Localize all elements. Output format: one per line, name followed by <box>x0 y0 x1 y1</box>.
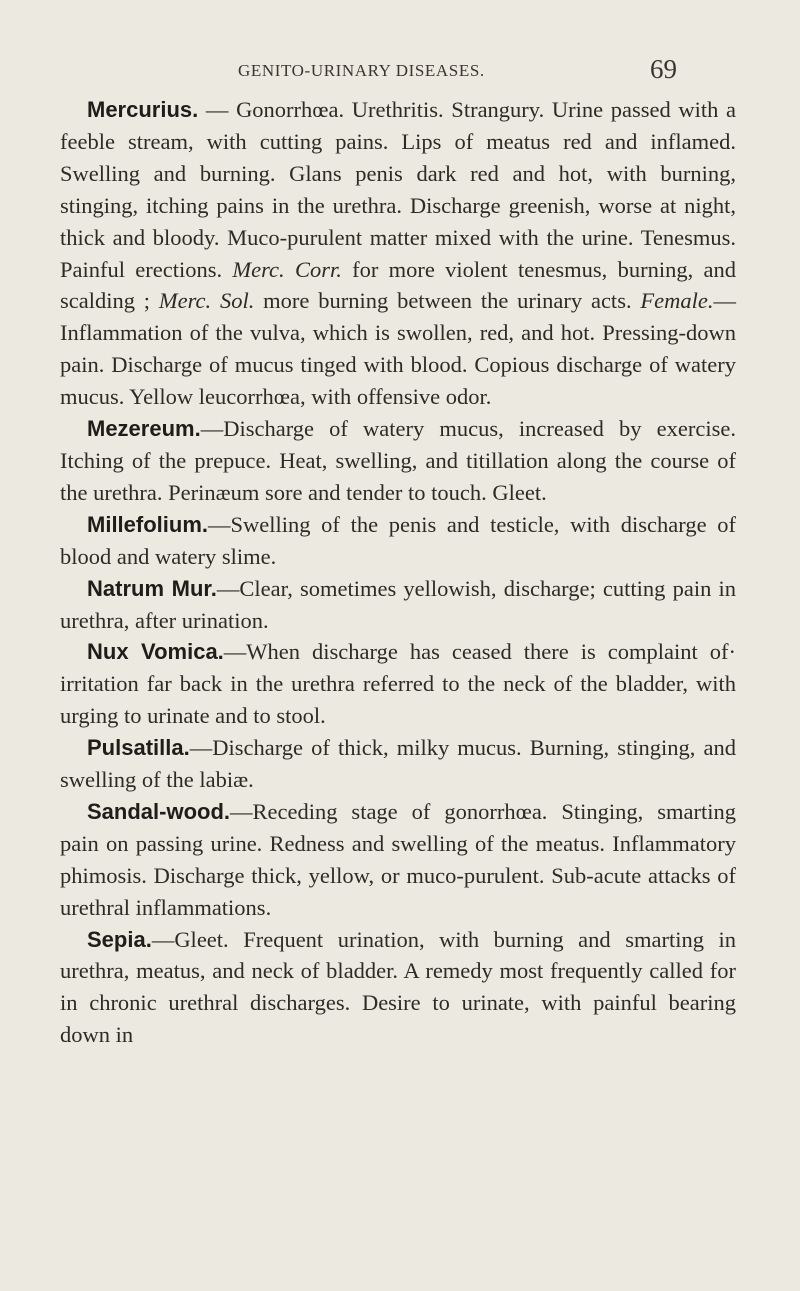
entry-text: more burning between the urinary acts. <box>254 288 641 314</box>
remedy-name: Mercurius. <box>87 97 199 122</box>
entry-text: for more violent tenesmus, burning, and scalding ; <box>60 256 736 314</box>
entry-mezereum <box>60 413 736 509</box>
entry-separator: — <box>198 97 237 122</box>
entry-millefolium <box>60 509 736 573</box>
entry-text: —Discharge of watery mucus, increased by exercise. Itching of the prepuce. Heat, swelling, and titillation along the course of the urethra. Perinæum sore and tender to touch. Gleet. <box>60 416 736 505</box>
page-body <box>60 94 736 1051</box>
remedy-name: Pulsatilla. <box>87 735 190 761</box>
entry-text: —Discharge of thick, milky mucus. Burning, stinging, and swelling of the labiæ. <box>60 735 736 793</box>
italic-term: Female. <box>640 288 714 314</box>
entry-text: —Receding stage of gonorrhœa. Stinging, smarting pain on passing urine. Redness and swelling of the meatus. Inflammatory phimosis. Discharge thick, yellow, or muco-purulent. Sub-acute attacks of urethral inflammations. <box>60 798 736 920</box>
entry-text: —Inflammation of the vulva, which is swollen, red, and hot. Pressing-down pain. Discharge of mucus tinged with blood. Copious discharge of watery mucus. Yellow leucorrhœa, with offensive odor. <box>60 288 736 410</box>
entry-text: —Clear, sometimes yellowish, discharge; cutting pain in urethra, after urination. <box>60 575 736 633</box>
remedy-name: Sandal-wood. <box>87 798 230 824</box>
remedy-name: Millefolium. <box>87 511 208 537</box>
entry-sandal-wood <box>60 796 736 924</box>
entry-sepia <box>60 924 736 1052</box>
remedy-name: Sepia. <box>87 926 152 952</box>
running-head: GENITO-URINARY DISEASES. <box>238 61 485 80</box>
remedy-name: Mezereum. <box>87 416 201 442</box>
page-header <box>0 54 800 94</box>
entry-text: Gonorrhœa. Urethritis. Strangury. Urine passed with a feeble stream, with cutting pains. Lips of meatus red and inflamed. Swelling and burning. Glans penis dark red and hot, with burning, stinging, itching pains in the urethra. Discharge greenish, worse at night, thick and bloody. Muco-purulent matter mixed with the urine. Tenesmus. Painful erections. <box>60 97 736 282</box>
entry-text: —When discharge has ceased there is complaint of· irritation far back in the urethra referred to the neck of the bladder, with urging to urinate and to stool. <box>60 639 736 729</box>
entry-mercurius <box>60 94 736 413</box>
italic-term: Merc. Sol. <box>158 288 255 314</box>
remedy-name: Natrum Mur. <box>87 575 217 601</box>
remedy-name: Nux Vomica. <box>87 639 224 665</box>
entry-text: —Gleet. Frequent urination, with burning and smarting in urethra, meatus, and neck of bladder. A remedy most frequently called for in chronic urethral discharges. Desire to urinate, with painful bearing down in <box>60 926 736 1048</box>
entry-natrum-mur <box>60 573 736 637</box>
page-number: 69 <box>650 54 677 84</box>
italic-term: Merc. Corr. <box>232 256 342 282</box>
entry-pulsatilla <box>60 732 736 796</box>
entry-text: —Swelling of the penis and testicle, with discharge of blood and watery slime. <box>60 511 736 569</box>
entry-nux-vomica <box>60 636 736 732</box>
